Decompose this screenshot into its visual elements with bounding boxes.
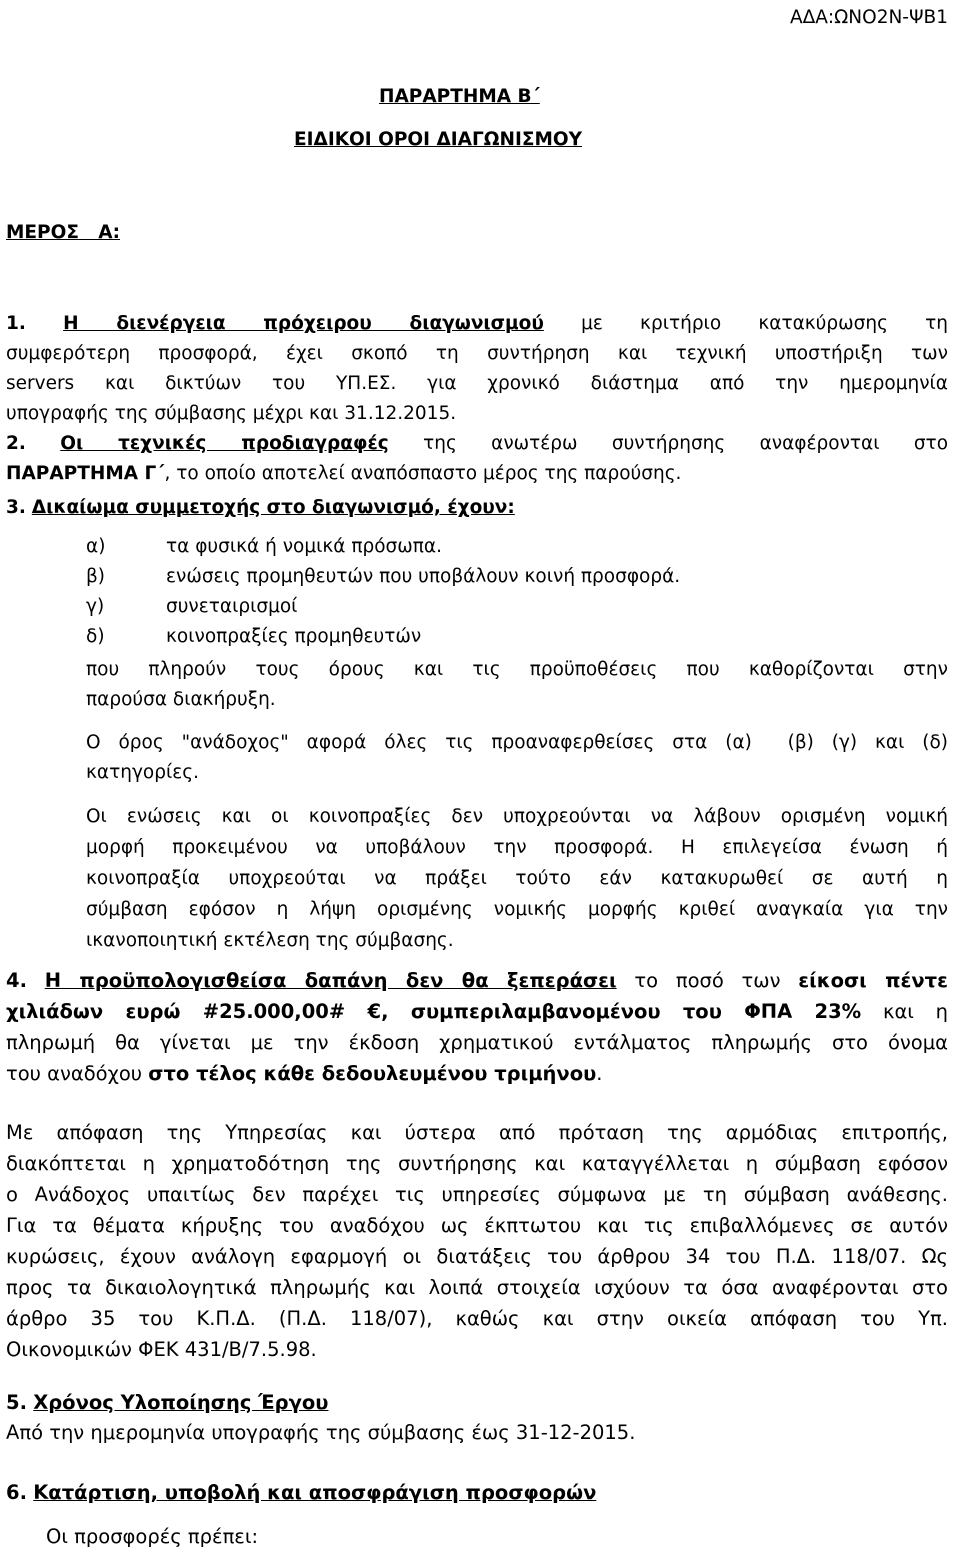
section-4-text-2: και η (882, 1000, 948, 1023)
section-3-number: 3. (6, 497, 26, 518)
conditions-line-2: παρούσα διακήρυξη. (86, 689, 276, 710)
unions-line-5: ικανοποιητική εκτέλεση της σύμβασης. (86, 930, 454, 951)
section-1-text: με κριτήριο κατακύρωσης τη (581, 313, 948, 334)
section-1-heading: Η διενέργεια πρόχειρου διαγωνισμού (63, 313, 544, 334)
payment-term: στο τέλος κάθε δεδουλευμένου τριμήνου (148, 1062, 597, 1085)
section-4-number: 4. (6, 969, 27, 992)
section-4-text: το ποσό των (634, 969, 781, 992)
section-5-text: Από την ημερομηνία υπογραφής της σύμβασης έως 31-12-2015. (6, 1421, 636, 1444)
section-3-heading: Δικαίωμα συμμετοχής στο διαγωνισμό, έχουν: (31, 497, 515, 518)
special-terms-title: ΕΙΔΙΚΟΙ ΟΡΟΙ ΔΙΑΓΩΝΙΣΜΟΥ (294, 129, 583, 150)
list-item-text: κοινοπραξίες προμηθευτών (166, 626, 422, 647)
section-5-heading: Χρόνος Υλοποίησης Έργου (33, 1391, 329, 1414)
period: . (596, 1062, 603, 1085)
unions-line-4: σύμβαση εφόσον η λήψη ορισμένης νομικής μορφής κριθεί αναγκαία για την (86, 899, 948, 920)
section-1-line-2: συμφερότερη προσφορά, έχει σκοπό τη συντήρηση και τεχνική υποστήριξη των (6, 343, 948, 364)
section-2-number: 2. (6, 433, 26, 454)
list-item-text: ενώσεις προμηθευτών που υποβάλουν κοινή προσφορά. (166, 566, 681, 587)
section-2-line-1 (6, 429, 948, 459)
unions-line-2: μορφή προκειμένου να υποβάλουν την προσφορά. Η επιλεγείσα ένωση ή (86, 837, 948, 858)
annex-c-reference: ΠΑΡΑΡΤΗΜΑ Γ΄ (6, 463, 165, 484)
section-2-text-2: , το οποίο αποτελεί αναπόσπαστο μέρος της παρούσης. (164, 463, 682, 484)
section-6-heading: Κατάρτιση, υποβολή και αποσφράγιση προσφορών (33, 1481, 597, 1504)
decision-line-2: διακόπτεται η χρηματοδότηση της συντήρησης και καταγγέλλεται η σύμβαση εφόσον (6, 1152, 948, 1175)
conditions-line-1: που πληρούν τους όρους και τις προϋποθέσεις που καθορίζονται στην (86, 659, 948, 680)
list-item-label: α) (86, 536, 106, 557)
decision-line-4: Για τα θέματα κήρυξης του αναδόχου ως έκπτωτου και τις επιβαλλόμενες σε αυτόν (6, 1214, 948, 1237)
section-2-line-2 (6, 459, 948, 489)
section-1-line-3: servers και δικτύων του ΥΠ.ΕΣ. για χρονικό διάστημα από την ημερομηνία (6, 373, 948, 394)
annex-title: ΠΑΡΑΡΤΗΜΑ Β΄ (379, 86, 540, 107)
amount-value: χιλιάδων ευρώ #25.000,00# €, συμπεριλαμβανομένου του ΦΠΑ 23% (6, 1000, 862, 1023)
unions-line-3: κοινοπραξία υποχρεούται να πράξει τούτο εάν κατακυρωθεί σε αυτή η (86, 868, 948, 889)
part-a-heading: ΜΕΡΟΣ Α: (6, 222, 121, 243)
amount-words: είκοσι πέντε (798, 969, 948, 992)
list-item-label: γ) (86, 596, 105, 617)
decision-line-1: Με απόφαση της Υπηρεσίας και ύστερα από πρόταση της αρμόδιας επιτροπής, (6, 1121, 948, 1144)
section-4-line-2 (6, 997, 948, 1027)
section-4-line-1 (6, 966, 948, 996)
section-6-number: 6. (6, 1481, 27, 1504)
ada-code: ΑΔΑ:ΩΝΟ2Ν-ΨΒ1 (789, 7, 948, 28)
decision-line-5: κυρώσεις, έχουν ανάλογη εφαρμογή οι διατάξεις του άρθρου 34 του Π.Δ. 118/07. Ως (6, 1245, 948, 1268)
decision-line-3: ο Ανάδοχος υπαιτίως δεν παρέχει τις υπηρεσίες σύμφωνα με τη σύμβαση ανάθεσης. (6, 1183, 948, 1206)
unions-line-1: Οι ενώσεις και οι κοινοπραξίες δεν υποχρεούνται να λάβουν ορισμένη νομική (86, 806, 948, 827)
section-6-text: Οι προσφορές πρέπει: (46, 1525, 259, 1548)
section-1-line-1 (6, 309, 948, 339)
section-4-line-3: πληρωμή θα γίνεται με την έκδοση χρηματικού εντάλματος πληρωμής στο όνομα (6, 1031, 948, 1054)
section-4-text-4: του αναδόχου (6, 1062, 143, 1085)
list-item-text: συνεταιρισμοί (166, 596, 298, 617)
list-item-text: τα φυσικά ή νομικά πρόσωπα. (166, 536, 442, 557)
section-5-number: 5. (6, 1391, 27, 1414)
decision-line-7: άρθρο 35 του Κ.Π.Δ. (Π.Δ. 118/07), καθώς και στην οικεία απόφαση του Υπ. (6, 1307, 948, 1330)
section-6-heading-line (6, 1478, 948, 1508)
section-4-heading: Η προϋπολογισθείσα δαπάνη δεν θα ξεπεράσει (44, 969, 617, 992)
list-item-label: β) (86, 566, 106, 587)
section-4-line-4 (6, 1059, 948, 1089)
section-3-line-1 (6, 493, 948, 523)
section-1-line-4: υπογραφής της σύμβασης μέχρι και 31.12.2015. (6, 403, 457, 424)
list-item-label: δ) (86, 626, 105, 647)
section-2-heading: Οι τεχνικές προδιαγραφές (60, 433, 389, 454)
section-1-number: 1. (6, 313, 26, 334)
decision-line-8: Οικονομικών ΦΕΚ 431/Β/7.5.98. (6, 1338, 317, 1361)
contractor-definition-line-2: κατηγορίες. (86, 762, 199, 783)
decision-line-6: προς τα δικαιολογητικά πληρωμής και λοιπά στοιχεία ισχύουν τα όσα αναφέρονται στο (6, 1276, 948, 1299)
contractor-definition-line-1: Ο όρος "ανάδοχος" αφορά όλες τις προαναφερθείσες στα (α) (β) (γ) και (δ) (86, 732, 948, 753)
section-2-text: της ανωτέρω συντήρησης αναφέρονται στο (423, 433, 948, 454)
section-5-heading-line (6, 1388, 948, 1418)
